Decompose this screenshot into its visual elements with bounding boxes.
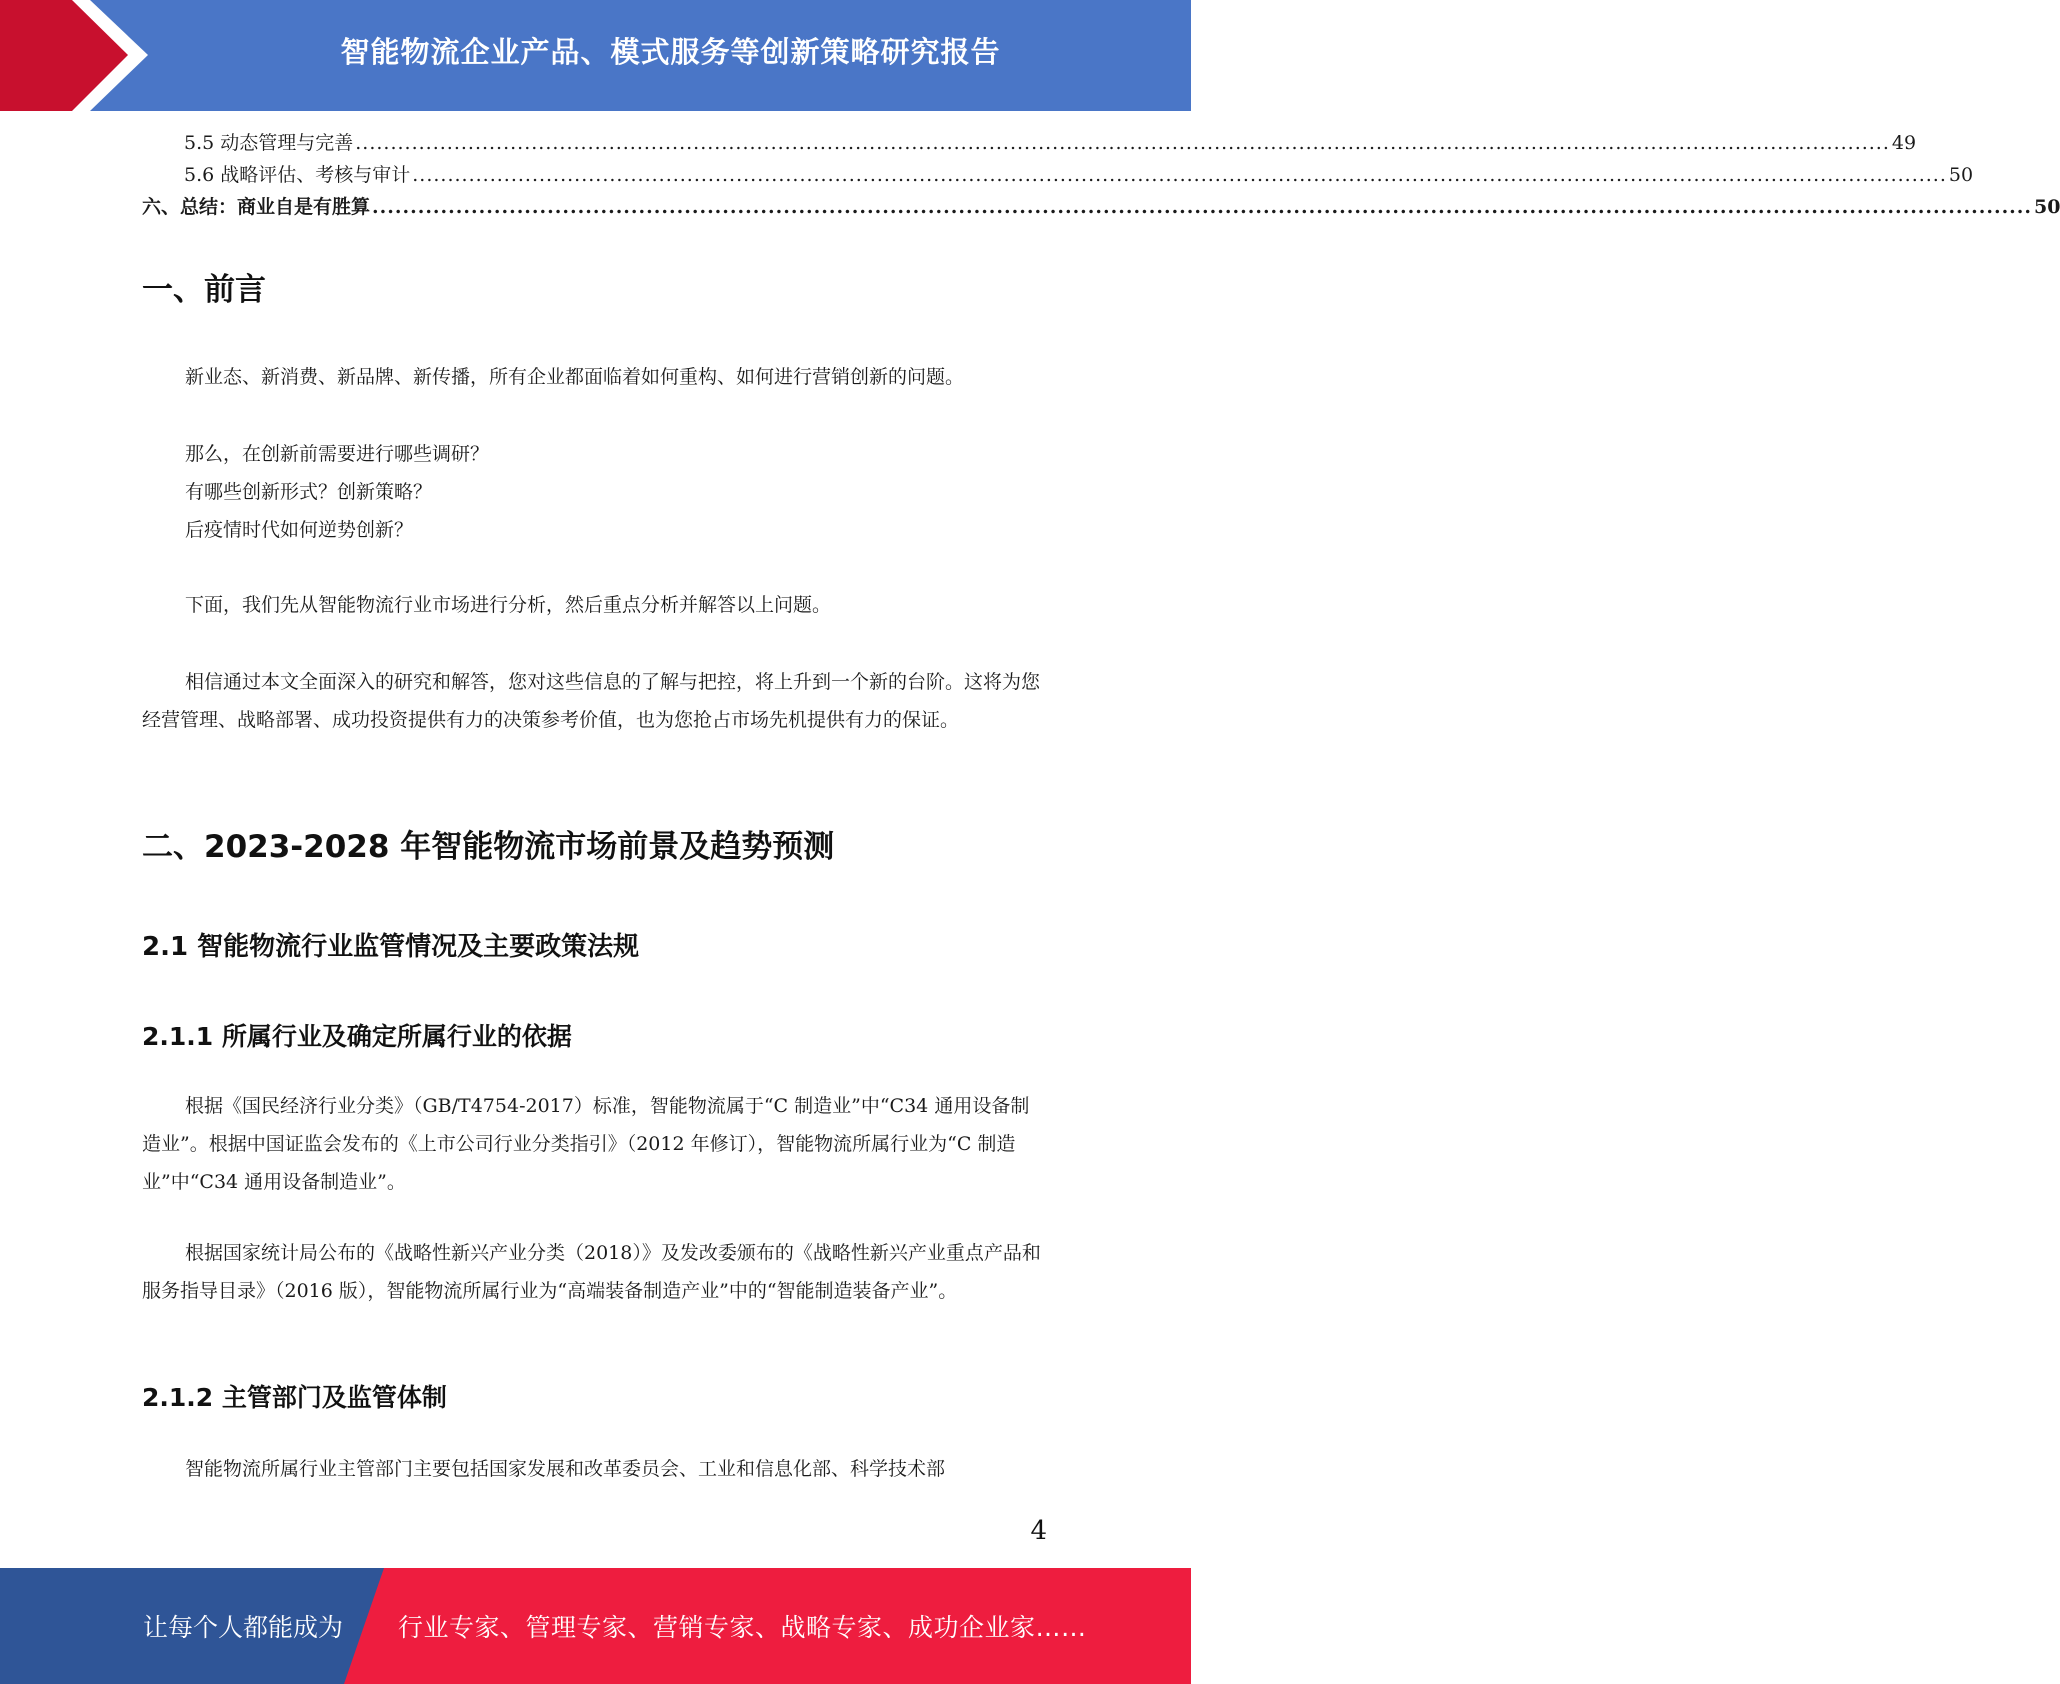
toc-entry-page: 50 <box>1948 164 1974 186</box>
paragraph: 有哪些创新形式？创新策略？ <box>185 481 433 503</box>
paragraph: 根据《国民经济行业分类》（GB/T4754-2017）标准，智能物流属于“C 制造业”中“C34 通用设备制造业”。根据中国证监会发布的《上市公司行业分类指引》（2012 年修订），智能物流所属行业为“C 制造业”中“C34 通用设备制造业”。 <box>142 1095 1030 1193</box>
toc-entry-label: 5.5 动态管理与完善 <box>184 132 354 154</box>
page-header <box>0 0 1191 111</box>
footer-slogan-right: 行业专家、管理专家、营销专家、战略专家、成功企业家…… <box>398 1613 1087 1642</box>
heading-2-1: 2.1 智能物流行业监管情况及主要政策法规 <box>142 932 640 962</box>
heading-preface: 一、前言 <box>142 272 266 308</box>
paragraph: 相信通过本文全面深入的研究和解答，您对这些信息的了解与把控，将上升到一个新的台阶。这将为您经营管理、战略部署、成功投资提供有力的决策参考价值，也为您抢占市场先机提供有力的保证。 <box>142 671 1041 731</box>
toc-entry[interactable] <box>142 160 1974 192</box>
paragraph: 后疫情时代如何逆势创新？ <box>185 519 414 541</box>
page-number: 4 <box>1030 1516 1047 1546</box>
toc-entry-page: 50 <box>2034 196 2060 218</box>
heading-2-1-2: 2.1.2 主管部门及监管体制 <box>142 1383 447 1412</box>
report-title: 智能物流企业产品、模式服务等创新策略研究报告 <box>340 34 1001 69</box>
toc-entry[interactable] <box>142 192 2060 224</box>
paragraph: 智能物流所属行业主管部门主要包括国家发展和改革委员会、工业和信息化部、科学技术部 <box>185 1458 946 1480</box>
heading-2-1-1: 2.1.1 所属行业及确定所属行业的依据 <box>142 1022 572 1051</box>
red-chevron-icon <box>0 0 160 111</box>
page-footer <box>0 1568 1191 1684</box>
paragraph: 新业态、新消费、新品牌、新传播，所有企业都面临着如何重构、如何进行营销创新的问题。 <box>185 366 965 388</box>
toc-entry-label: 5.6 战略评估、考核与审计 <box>184 164 411 186</box>
footer-slogan-left: 让每个人都能成为 <box>143 1613 344 1642</box>
heading-forecast: 二、2023-2028 年智能物流市场前景及趋势预测 <box>142 829 835 865</box>
paragraph: 那么，在创新前需要进行哪些调研？ <box>185 443 490 465</box>
paragraph: 根据国家统计局公布的《战略性新兴产业分类（2018）》及发改委颁布的《战略性新兴产业重点产品和服务指导目录》（2016 版），智能物流所属行业为“高端装备制造产业”中的“智能制造装备产业”。 <box>142 1242 1041 1302</box>
toc-entry[interactable] <box>142 128 1917 160</box>
toc-leader: .......................................................................................................................................................................................................................... <box>412 164 1947 186</box>
paragraph: 下面，我们先从智能物流行业市场进行分析，然后重点分析并解答以上问题。 <box>185 594 832 616</box>
toc-leader: .......................................................................................................................................................................................................................... <box>372 196 2033 218</box>
toc-leader: .......................................................................................................................................................................................................................... <box>355 132 1890 154</box>
toc-entry-page: 49 <box>1891 132 1917 154</box>
toc-entry-label: 六、总结：商业自是有胜算 <box>142 196 371 218</box>
table-of-contents <box>142 128 2060 224</box>
